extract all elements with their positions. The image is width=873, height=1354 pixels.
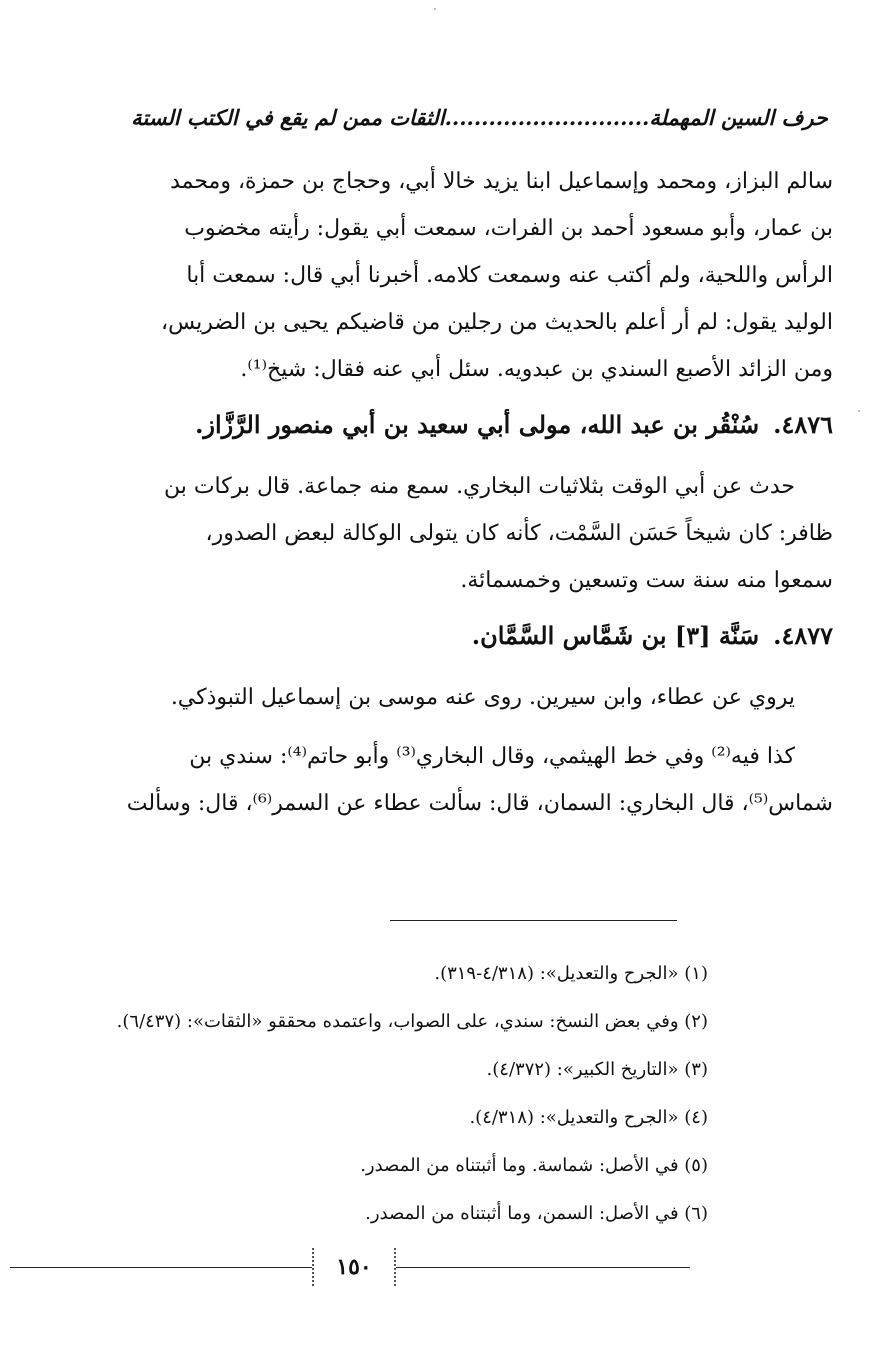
text-line: شماس⁽⁵⁾، قال البخاري: السمان، قال: سألت عطاء عن السمر⁽⁶⁾، قال: وسألت: [126, 791, 833, 816]
entry-heading-4876: [40, 397, 833, 453]
main-text: [40, 158, 833, 827]
footnote: (٥) في الأصل: شماسة. وما أثبتناه من المصدر.: [360, 1155, 708, 1176]
footnote: (٦) في الأصل: السمن، وما أثبتناه من المصدر.: [365, 1203, 708, 1224]
entry-name: سَنَّة [٣] بن شَمَّاس السَّمَّان.: [471, 621, 760, 650]
footnote: (٢) وفي بعض النسخ: سندي، على الصواب، واعتمده محققو «الثقات»: (٦/٤٣٧).: [116, 1011, 708, 1032]
running-head: حرف السين المهملة............................الثقات ممن لم يقع في الكتب الستة: [131, 105, 828, 130]
text-line: ومن الزائد الأصبع السندي بن عبدويه. سئل أبي عنه فقال: شيخ⁽¹⁾.: [240, 357, 833, 382]
text-line: بن عمار، وأبو مسعود أحمد بن الفرات، سمعت أبي يقول: رأيته مخضوب: [184, 216, 833, 241]
entry-heading-4877: [40, 608, 833, 664]
text-line: سالم البزاز، ومحمد وإسماعيل ابنا يزيد خالا أبي، وحجاج بن حمزة، ومحمد: [170, 169, 833, 194]
text-line: سمعوا منه سنة ست وتسعين وخمسمائة.: [460, 568, 833, 593]
footnote: (٣) «التاريخ الكبير»: (٤/٣٧٢).: [486, 1059, 708, 1080]
footnote-separator: [390, 920, 677, 921]
text-line: الوليد يقول: لم أر أعلم بالحديث من رجلين من قاضيكم يحيى بن الضريس،: [160, 310, 833, 335]
text-line: يروي عن عطاء، وابن سيرين. روى عنه موسى بن إسماعيل التبوذكي.: [170, 685, 795, 710]
text-line: كذا فيه⁽²⁾ وفي خط الهيثمي، وقال البخاري⁽³⁾ وأبو حاتم⁽⁴⁾: سندي بن: [189, 744, 795, 769]
entry-number: ٤٨٧٧.: [773, 621, 833, 650]
entry-number: ٤٨٧٦.: [773, 410, 833, 439]
scan-speck: [858, 410, 860, 412]
text-line: ظافر: كان شيخاً حَسَن السَّمْت، كأنه كان يتولى الوكالة لبعض الصدور،: [205, 521, 833, 546]
footnote: (١) «الجرح والتعديل»: (٤/٣١٨-٣١٩).: [434, 963, 708, 984]
text-line: الرأس واللحية، ولم أكتب عنه وسمعت كلامه. أخبرنا أبي قال: سمعت أبا: [186, 263, 833, 288]
scan-speck: [434, 8, 436, 10]
footnote: (٤) «الجرح والتعديل»: (٤/٣١٨).: [469, 1107, 708, 1128]
footnotes: [40, 950, 708, 1238]
page-number: ١٥٠: [312, 1248, 396, 1286]
text-line: حدث عن أبي الوقت بثلاثيات البخاري. سمع منه جماعة. قال بركات بن: [163, 474, 795, 499]
entry-name: سُنْقُر بن عبد الله، مولى أبي سعيد بن أبي منصور الرَّزَّاز.: [195, 410, 760, 439]
